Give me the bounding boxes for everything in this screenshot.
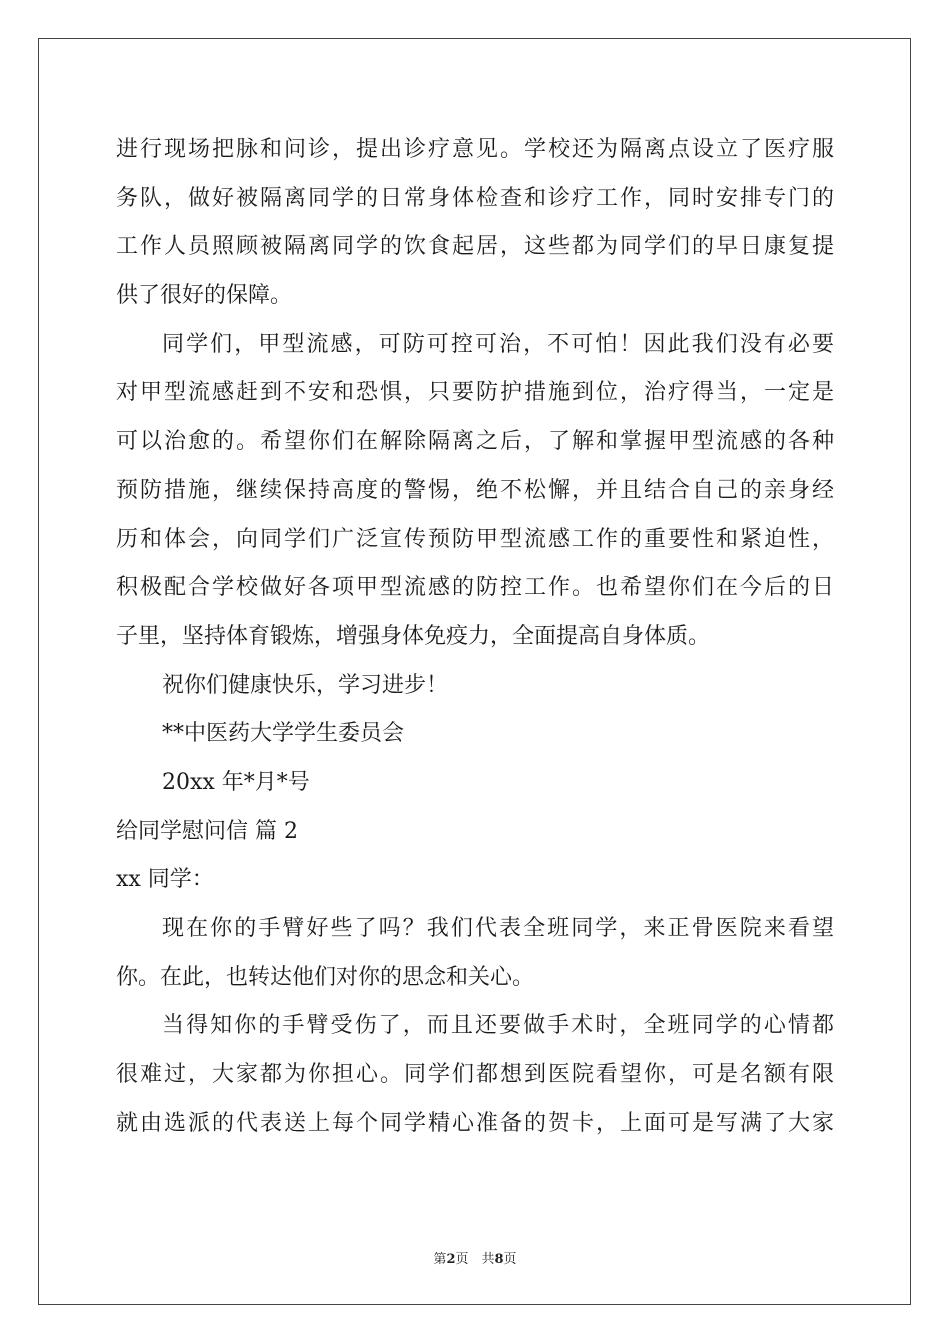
paragraph-line: 现在你的手臂好些了吗？我们代表全班同学，来正骨医院来看望 xyxy=(162,916,834,941)
paragraph-line: 你。在此，也转达他们对你的思念和关心。 xyxy=(116,964,535,990)
signature-date: 20xx 年*月*号 xyxy=(162,769,310,795)
paragraph-line: 供了很好的保障。 xyxy=(116,283,293,309)
paragraph-line: 进行现场把脉和问诊，提出诊疗意见。学校还为隔离点设立了医疗服 xyxy=(116,137,834,162)
total-page-number: 8 xyxy=(494,1252,504,1267)
paragraph-line: 可以治愈的。希望你们在解除隔离之后，了解和掌握甲型流感的各种 xyxy=(116,429,834,455)
paragraph-line: 工作人员照顾被隔离同学的饮食起居，这些都为同学们的早日康复提 xyxy=(116,234,834,260)
footer-prefix: 第 xyxy=(433,1252,447,1267)
paragraph-line: 同学们，甲型流感，可防可控可治，不可怕！因此我们没有必要 xyxy=(162,331,834,357)
footer-suffix: 页 xyxy=(503,1252,517,1267)
paragraph-line: 对甲型流感赶到不安和恐惧，只要防护措施到位，治疗得当，一定是 xyxy=(116,380,834,406)
footer-mid: 页 共 xyxy=(455,1252,495,1267)
paragraph-line: 就由选派的代表送上每个同学精心准备的贺卡，上面可是写满了大家 xyxy=(116,1110,834,1136)
paragraph-line: 子里，坚持体育锻炼，增强身体免疫力，全面提高自身体质。 xyxy=(116,623,711,649)
page-footer xyxy=(0,1248,950,1267)
salutation: xx 同学： xyxy=(116,867,214,893)
paragraph-line: 很难过，大家都为你担心。同学们都想到医院看望你，可是名额有限 xyxy=(116,1062,834,1088)
current-page-number: 2 xyxy=(446,1252,456,1267)
signature-org: **中医药大学学生委员会 xyxy=(162,721,405,747)
closing-wish: 祝你们健康快乐，学习进步！ xyxy=(162,672,449,698)
paragraph-line: 积极配合学校做好各项甲型流感的防控工作。也希望你们在今后的日 xyxy=(116,575,834,601)
paragraph-line: 务队，做好被隔离同学的日常身体检查和诊疗工作，同时安排专门的 xyxy=(116,185,834,211)
paragraph-line: 历和体会，向同学们广泛宣传预防甲型流感工作的重要性和紧迫性， xyxy=(116,526,834,552)
document-body xyxy=(116,126,834,1148)
paragraph-line: 当得知你的手臂受伤了，而且还要做手术时，全班同学的心情都 xyxy=(162,1013,834,1039)
paragraph-line: 预防措施，继续保持高度的警惕，绝不松懈，并且结合自己的亲身经 xyxy=(116,477,834,503)
section-heading: 给同学慰问信 篇 2 xyxy=(116,818,298,844)
